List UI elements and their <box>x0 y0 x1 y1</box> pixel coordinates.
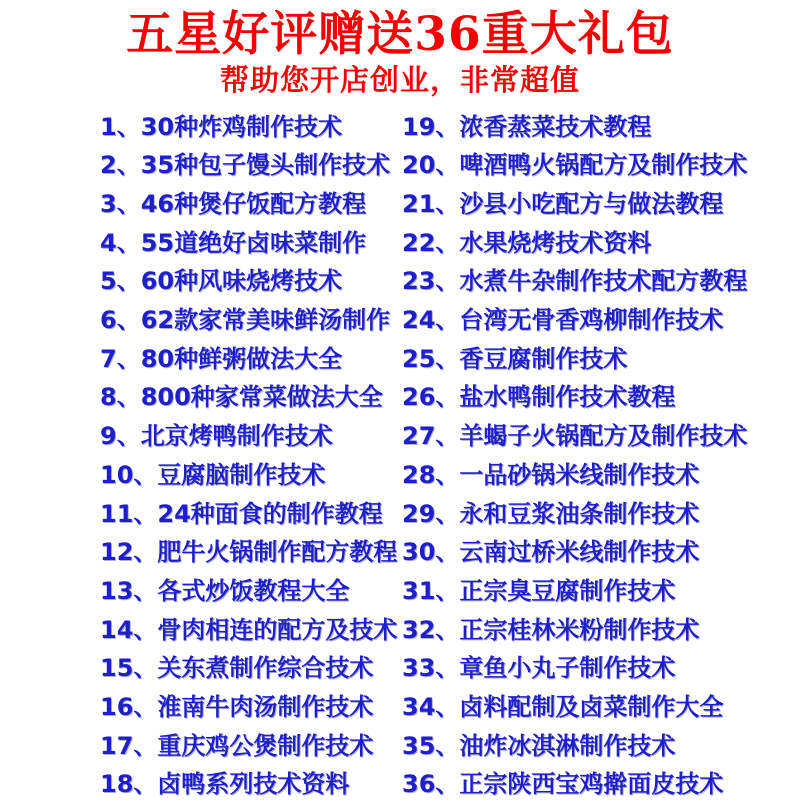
gift-item-29: 29、永和豆浆油条制作技术 <box>402 499 700 528</box>
gift-item-21: 21、沙县小吃配方与做法教程 <box>402 190 724 218</box>
gift-item-8: 8、800种家常菜做法大全 <box>100 383 383 412</box>
gift-item-15: 15、关东煮制作综合技术 <box>100 654 374 683</box>
gift-item-17: 17、重庆鸡公煲制作技术 <box>100 731 374 760</box>
gift-item-11: 11、24种面食的制作教程 <box>100 499 383 528</box>
gift-item-4: 4、55道绝好卤味菜制作 <box>100 228 367 257</box>
gift-item-23: 23、水煮牛杂制作技术配方教程 <box>402 267 748 296</box>
gift-item-25: 25、香豆腐制作技术 <box>402 344 628 373</box>
gift-item-3: 3、46种煲仔饭配方教程 <box>100 190 367 218</box>
gift-item-34: 34、卤料配制及卤菜制作大全 <box>402 692 724 721</box>
gift-item-16: 16、淮南牛肉汤制作技术 <box>100 692 374 721</box>
gift-item-6: 6、62款家常美味鲜汤制作 <box>100 306 391 335</box>
page-subtitle: 帮助您开店创业，非常超值 <box>219 63 580 98</box>
gift-item-18: 18、卤鸭系列技术资料 <box>100 770 350 799</box>
gift-item-14: 14、骨肉相连的配方及技术 <box>100 615 398 644</box>
gift-item-22: 22、水果烧烤技术资料 <box>402 228 652 257</box>
gift-item-20: 20、啤酒鸭火锅配方及制作技术 <box>402 151 748 180</box>
gift-item-2: 2、35种包子馒头制作技术 <box>100 151 391 180</box>
gift-item-28: 28、一品砂锅米线制作技术 <box>402 460 700 489</box>
gift-item-26: 26、盐水鸭制作技术教程 <box>402 383 676 412</box>
gift-item-9: 9、北京烤鸭制作技术 <box>100 422 333 451</box>
gift-item-24: 24、台湾无骨香鸡柳制作技术 <box>402 306 724 335</box>
gift-item-31: 31、正宗臭豆腐制作技术 <box>402 576 676 605</box>
gift-list-right-column <box>402 105 800 801</box>
gift-item-13: 13、各式炒饭教程大全 <box>100 576 350 605</box>
gift-item-12: 12、肥牛火锅制作配方教程 <box>100 538 398 567</box>
gift-item-19: 19、浓香蒸菜技术教程 <box>402 112 652 141</box>
promo-poster <box>0 7 800 810</box>
gift-item-35: 35、油炸冰淇淋制作技术 <box>402 731 676 760</box>
gift-item-32: 32、正宗桂林米粉制作技术 <box>402 615 700 644</box>
gift-item-1: 1、30种炸鸡制作技术 <box>100 112 343 141</box>
page-title: 五星好评赠送36重大礼包 <box>126 7 674 62</box>
gift-item-5: 5、60种风味烧烤技术 <box>100 267 343 296</box>
gift-item-36: 36、正宗陕西宝鸡擀面皮技术 <box>402 770 724 799</box>
gift-item-10: 10、豆腐脑制作技术 <box>100 460 326 489</box>
gift-list <box>100 105 800 801</box>
gift-item-27: 27、羊蝎子火锅配方及制作技术 <box>402 422 748 451</box>
gift-item-30: 30、云南过桥米线制作技术 <box>402 538 700 567</box>
gift-item-7: 7、80种鲜粥做法大全 <box>100 344 343 373</box>
gift-item-33: 33、章鱼小丸子制作技术 <box>402 654 676 683</box>
gift-list-left-column <box>100 105 402 801</box>
